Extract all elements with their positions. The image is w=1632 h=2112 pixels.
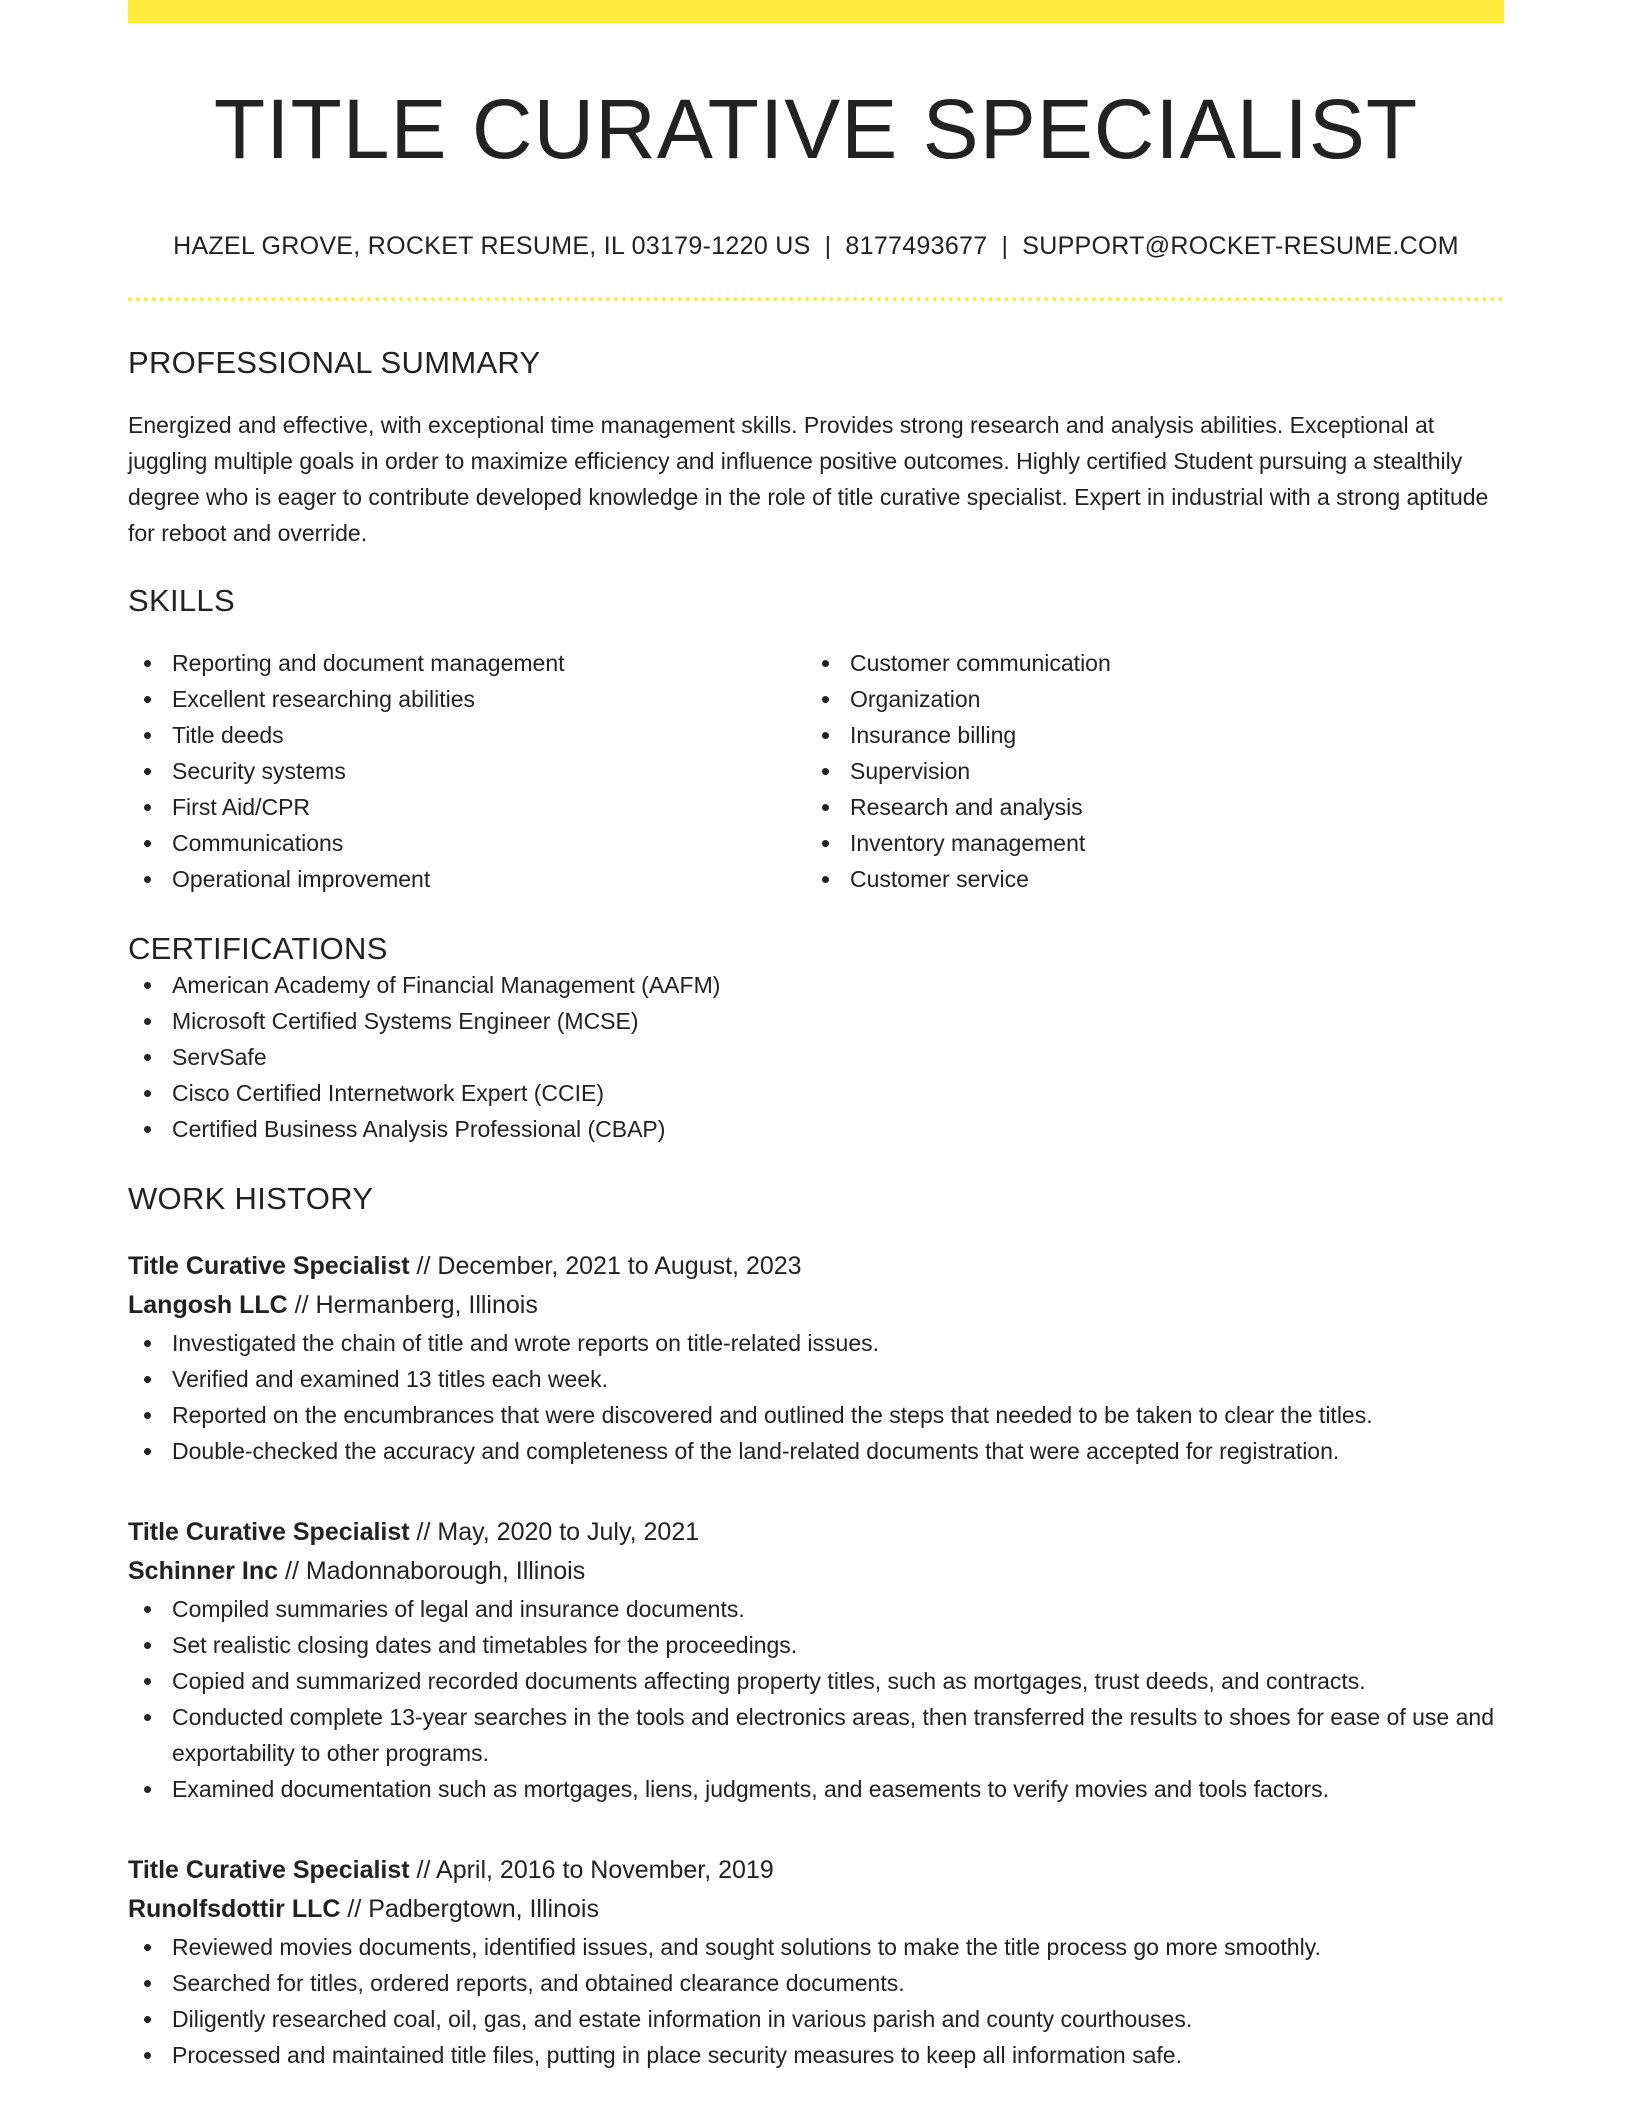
job-duty-item: Examined documentation such as mortgages, liens, judgments, and easements to verify movies and tools factors. bbox=[128, 1771, 1504, 1807]
skill-item: Customer service bbox=[806, 861, 1484, 897]
job-role-line bbox=[128, 1513, 1504, 1552]
job-company-line bbox=[128, 1890, 1504, 1929]
job-role: Title Curative Specialist bbox=[128, 1856, 410, 1885]
certifications-list bbox=[128, 967, 1504, 1147]
job-duty-item: Verified and examined 13 titles each week. bbox=[128, 1361, 1504, 1397]
job-duty-item: Processed and maintained title files, putting in place security measures to keep all information safe. bbox=[128, 2037, 1504, 2073]
certification-item: Cisco Certified Internetwork Expert (CCIE) bbox=[128, 1075, 1504, 1111]
skill-item: Insurance billing bbox=[806, 717, 1484, 753]
job-entry bbox=[128, 1247, 1504, 1469]
job-dates: April, 2016 to November, 2019 bbox=[436, 1856, 774, 1885]
job-location: Hermanberg, Illinois bbox=[315, 1291, 538, 1320]
job-role: Title Curative Specialist bbox=[128, 1252, 410, 1281]
job-duty-item: Reported on the encumbrances that were discovered and outlined the steps that needed to be taken to clear the titles. bbox=[128, 1397, 1504, 1433]
skill-item: Title deeds bbox=[128, 717, 806, 753]
certifications-heading: CERTIFICATIONS bbox=[128, 931, 388, 967]
job-location: Padbergtown, Illinois bbox=[368, 1895, 599, 1924]
job-duty-item: Searched for titles, ordered reports, and obtained clearance documents. bbox=[128, 1965, 1504, 2001]
skill-item: First Aid/CPR bbox=[128, 789, 806, 825]
work-history-heading: WORK HISTORY bbox=[128, 1181, 374, 1217]
skills-list-right bbox=[806, 645, 1484, 897]
job-duty-item: Reviewed movies documents, identified issues, and sought solutions to make the title process go more smoothly. bbox=[128, 1929, 1504, 1965]
job-separator: // bbox=[294, 1291, 309, 1320]
accent-bar bbox=[128, 0, 1504, 23]
skills-column-right bbox=[806, 645, 1484, 897]
resume-page bbox=[128, 0, 1504, 2073]
skills-grid bbox=[128, 645, 1504, 897]
skill-item: Security systems bbox=[128, 753, 806, 789]
job-separator: // bbox=[416, 1856, 431, 1885]
skill-item: Operational improvement bbox=[128, 861, 806, 897]
skill-item: Research and analysis bbox=[806, 789, 1484, 825]
skills-list-left bbox=[128, 645, 806, 897]
contact-line bbox=[128, 232, 1504, 261]
skill-item: Customer communication bbox=[806, 645, 1484, 681]
certification-item: American Academy of Financial Management (AAFM) bbox=[128, 967, 1504, 1003]
job-role: Title Curative Specialist bbox=[128, 1518, 410, 1547]
job-company: Runolfsdottir LLC bbox=[128, 1895, 341, 1924]
job-duty-item: Investigated the chain of title and wrote reports on title-related issues. bbox=[128, 1325, 1504, 1361]
job-separator: // bbox=[416, 1518, 431, 1547]
job-dates: December, 2021 to August, 2023 bbox=[437, 1252, 802, 1281]
job-duty-item: Conducted complete 13-year searches in the tools and electronics areas, then transferred the results to shoes for ease of use and exportability to other programs. bbox=[128, 1699, 1504, 1771]
job-duty-item: Copied and summarized recorded documents affecting property titles, such as mortgages, trust deeds, and contracts. bbox=[128, 1663, 1504, 1699]
skill-item: Communications bbox=[128, 825, 806, 861]
contact-email: SUPPORT@ROCKET-RESUME.COM bbox=[1022, 232, 1459, 261]
job-separator: // bbox=[416, 1252, 431, 1281]
skills-heading: SKILLS bbox=[128, 583, 235, 619]
skill-item: Organization bbox=[806, 681, 1484, 717]
contact-separator: | bbox=[1001, 232, 1009, 261]
job-duties-list bbox=[128, 1929, 1504, 2073]
skill-item: Supervision bbox=[806, 753, 1484, 789]
job-company: Langosh LLC bbox=[128, 1291, 288, 1320]
job-company-line bbox=[128, 1286, 1504, 1325]
job-duties-list bbox=[128, 1591, 1504, 1807]
contact-phone: 8177493677 bbox=[845, 232, 988, 261]
certification-item: Microsoft Certified Systems Engineer (MCSE) bbox=[128, 1003, 1504, 1039]
job-separator: // bbox=[347, 1895, 362, 1924]
certification-item: ServSafe bbox=[128, 1039, 1504, 1075]
skills-column-left bbox=[128, 645, 806, 897]
job-role-line bbox=[128, 1851, 1504, 1890]
job-dates: May, 2020 to July, 2021 bbox=[437, 1518, 700, 1547]
summary-text: Energized and effective, with exceptional time management skills. Provides strong research and analysis abilities. Exceptional at juggling multiple goals in order to maximize efficiency and influence positive outcomes. Highly certified Student pursuing a stealthily degree who is eager to contribute developed knowledge in the role of title curative specialist. Expert in industrial with a strong aptitude for reboot and override. bbox=[128, 412, 1489, 547]
job-location: Madonnaborough, Illinois bbox=[305, 1557, 586, 1586]
job-duties-list bbox=[128, 1325, 1504, 1469]
job-duty-item: Double-checked the accuracy and completeness of the land-related documents that were accepted for registration. bbox=[128, 1433, 1504, 1469]
summary-heading: PROFESSIONAL SUMMARY bbox=[128, 345, 541, 381]
contact-separator: | bbox=[824, 232, 832, 261]
contact-address: HAZEL GROVE, ROCKET RESUME, IL 03179-1220 US bbox=[173, 232, 811, 261]
job-duty-item: Compiled summaries of legal and insurance documents. bbox=[128, 1591, 1504, 1627]
header-divider bbox=[128, 297, 1504, 301]
job-duty-item: Set realistic closing dates and timetables for the proceedings. bbox=[128, 1627, 1504, 1663]
skill-item: Excellent researching abilities bbox=[128, 681, 806, 717]
job-separator: // bbox=[285, 1557, 299, 1586]
skill-item: Inventory management bbox=[806, 825, 1484, 861]
job-duty-item: Diligently researched coal, oil, gas, and estate information in various parish and county courthouses. bbox=[128, 2001, 1504, 2037]
job-company-line bbox=[128, 1552, 1504, 1591]
job-company: Schinner Inc bbox=[128, 1557, 279, 1586]
resume-name: TITLE CURATIVE SPECIALIST bbox=[213, 82, 1419, 176]
job-role-line bbox=[128, 1247, 1504, 1286]
skill-item: Reporting and document management bbox=[128, 645, 806, 681]
job-entry bbox=[128, 1851, 1504, 2073]
certification-item: Certified Business Analysis Professional (CBAP) bbox=[128, 1111, 1504, 1147]
job-entry bbox=[128, 1513, 1504, 1807]
